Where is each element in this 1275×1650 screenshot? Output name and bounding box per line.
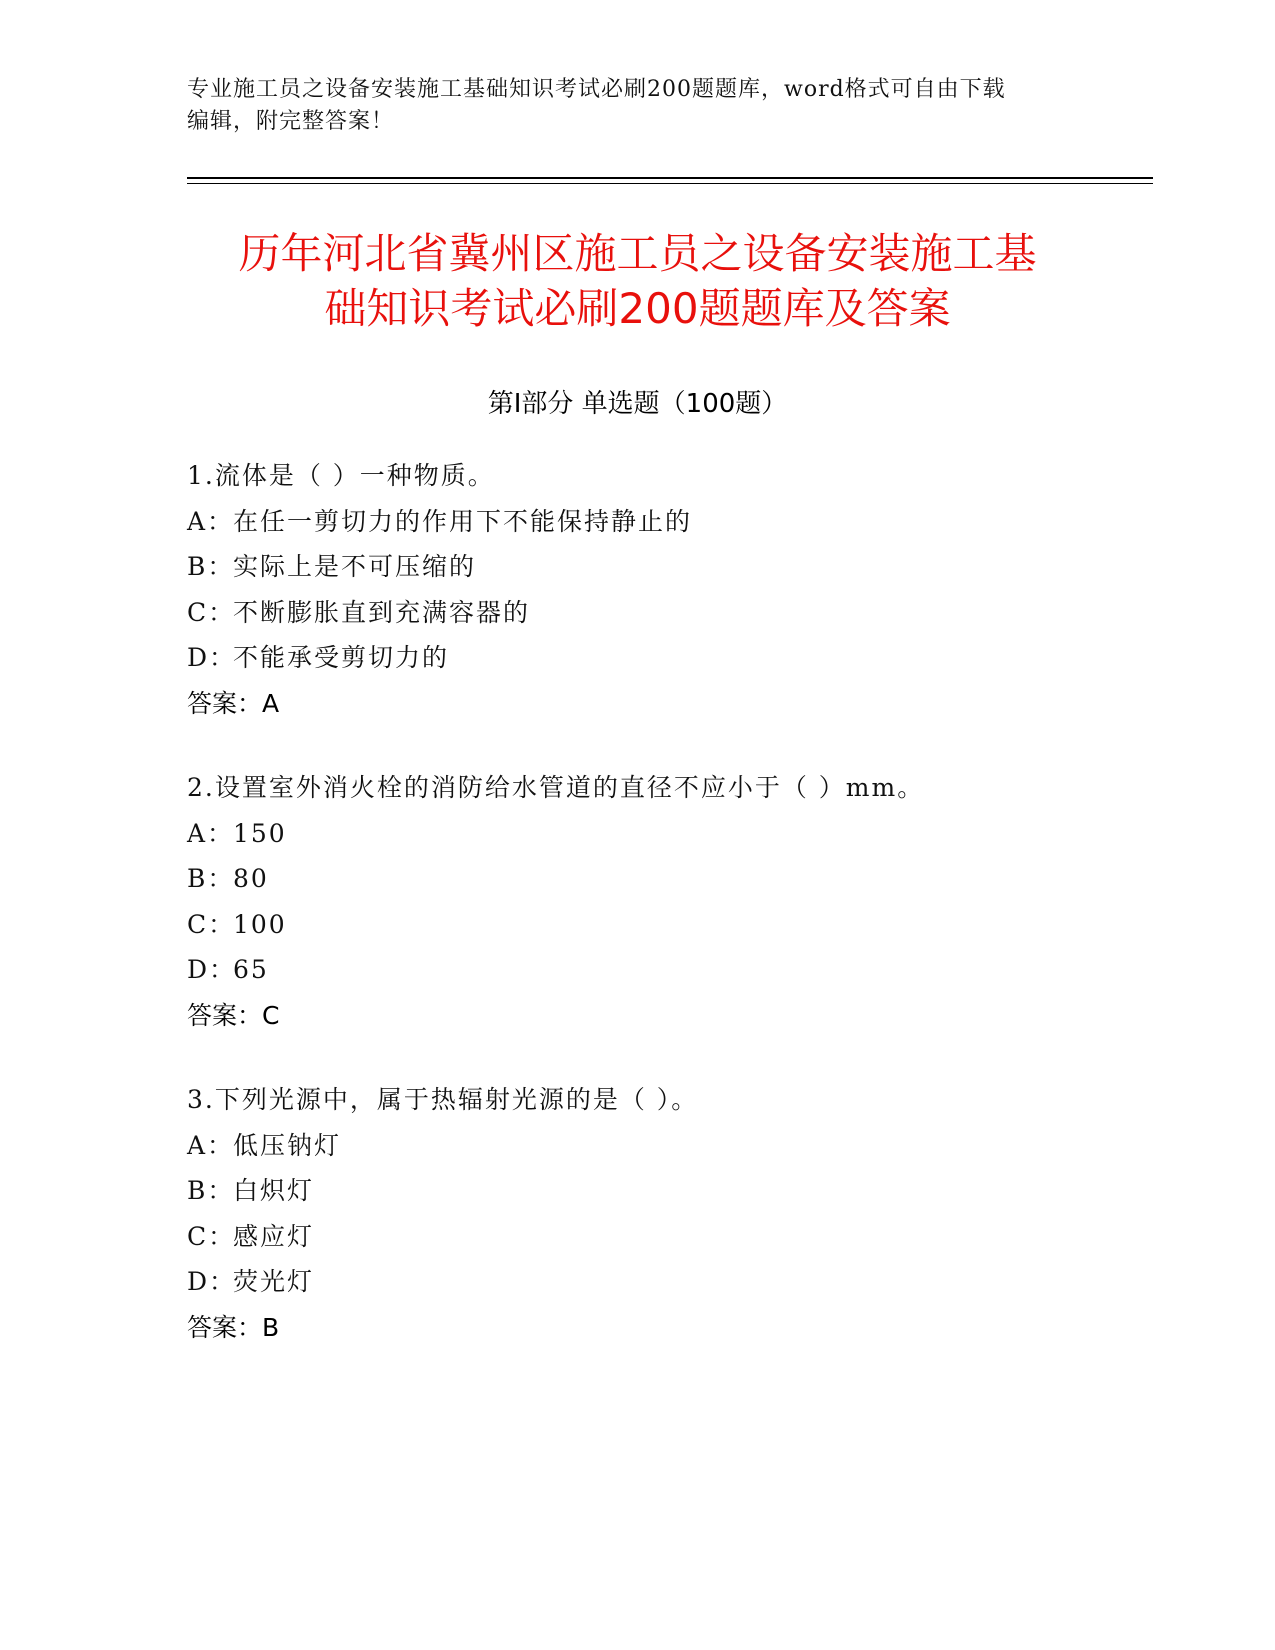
option-letter: D： [187,643,237,673]
document-title [150,226,1125,336]
option-text: 实际上是不可压缩的 [233,552,477,582]
option-letter: C： [187,909,236,939]
header-divider-thin [187,183,1153,184]
option-text: 150 [233,818,287,848]
question-stem: 2.设置室外消火栓的消防给水管道的直径不应小于（ ）mm。 [187,773,925,802]
option-letter: A： [187,506,235,536]
option-text: 荧光灯 [233,1267,315,1297]
option-d [187,635,1147,681]
option-text: 不能承受剪切力的 [233,643,450,673]
answer-line: 答案：C [187,1000,280,1030]
option-text: 80 [233,864,269,894]
question-1 [187,453,1147,727]
document-title-line-2: 础知识考试必刷200题题库及答案 [324,284,951,333]
question-3 [187,1077,1147,1351]
option-letter: D： [187,955,237,985]
option-text: 白炽灯 [233,1176,315,1206]
option-c [187,1214,1147,1260]
option-letter: A： [187,818,235,848]
option-letter: D： [187,1267,237,1297]
question-stem: 3.下列光源中，属于热辐射光源的是（ ）。 [187,1085,699,1114]
header-note [187,74,1087,138]
option-letter: C： [187,1221,236,1251]
question-stem: 1.流体是（ ）一种物质。 [187,461,495,490]
option-b [187,544,1147,590]
option-letter: B： [187,552,235,582]
option-letter: C： [187,597,236,627]
question-2 [187,765,1147,1039]
option-c [187,902,1147,948]
option-a [187,499,1147,545]
document-title-line-1: 历年河北省冀州区施工员之设备安装施工基 [238,229,1037,278]
option-a [187,811,1147,857]
header-note-line-2: 编辑，附完整答案！ [187,109,395,134]
answer-line: 答案：B [187,1312,280,1342]
option-c [187,590,1147,636]
option-letter: B： [187,864,235,894]
answer-line: 答案：A [187,688,280,718]
option-text: 在任一剪切力的作用下不能保持静止的 [233,506,693,536]
option-b [187,1168,1147,1214]
header-divider-thick [187,177,1153,179]
option-d [187,947,1147,993]
option-text: 低压钠灯 [233,1130,342,1160]
option-d [187,1259,1147,1305]
header-note-line-1: 专业施工员之设备安装施工基础知识考试必刷200题题库，word格式可自由下载 [187,77,1006,102]
option-b [187,856,1147,902]
option-text: 65 [233,955,269,985]
option-text: 感应灯 [233,1221,315,1251]
option-text: 100 [233,909,287,939]
option-letter: A： [187,1130,235,1160]
option-letter: B： [187,1176,235,1206]
option-text: 不断膨胀直到充满容器的 [233,597,531,627]
section-title: 第Ⅰ部分 单选题（100题） [487,389,788,419]
option-a [187,1123,1147,1169]
